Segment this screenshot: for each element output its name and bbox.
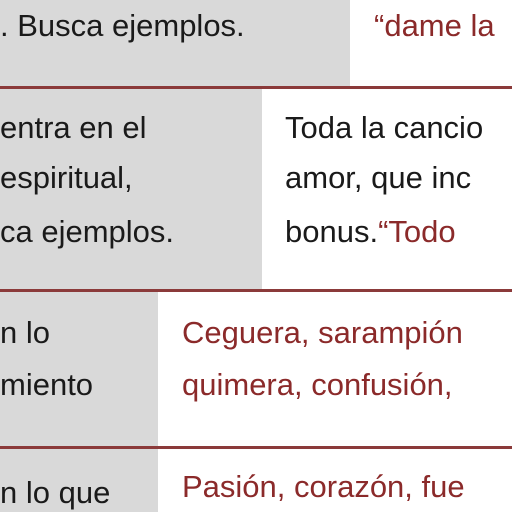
row2-left-line3: ca ejemplos. (0, 214, 175, 249)
row1-left-line1: . Busca ejemplos. (0, 8, 245, 43)
row2-right-line3-text: bonus. (285, 214, 379, 249)
row1-right-cell (350, 0, 512, 86)
row4-right-line1: Pasión, corazón, fue (182, 469, 465, 504)
row1-right-line1: “dame la (374, 8, 495, 43)
row2-left-line2: espiritual, (0, 160, 133, 195)
row4-left-line1: n lo que (0, 475, 111, 510)
row2-right-line3 (285, 206, 456, 258)
row3-left-line2: miento (0, 367, 94, 402)
row3-left-line1: n lo (0, 315, 50, 350)
row2-right-line2: amor, que inc (285, 160, 472, 195)
row2-left-cell (0, 89, 262, 289)
row4-right-cell (158, 449, 512, 512)
row2-right-line1: Toda la cancio (285, 110, 484, 145)
row3-right-line1: Ceguera, sarampión (182, 315, 463, 350)
row3-left-cell (0, 292, 158, 446)
row2-right-cell (262, 89, 512, 289)
row2-left-line1: entra en el (0, 110, 147, 145)
row3-right-line2: quimera, confusión, (182, 367, 453, 402)
row1-left-cell (0, 0, 350, 86)
row2-right-line3-quote: “Todo (378, 214, 456, 249)
row3-right-cell (158, 292, 512, 446)
row4-left-cell (0, 449, 158, 512)
